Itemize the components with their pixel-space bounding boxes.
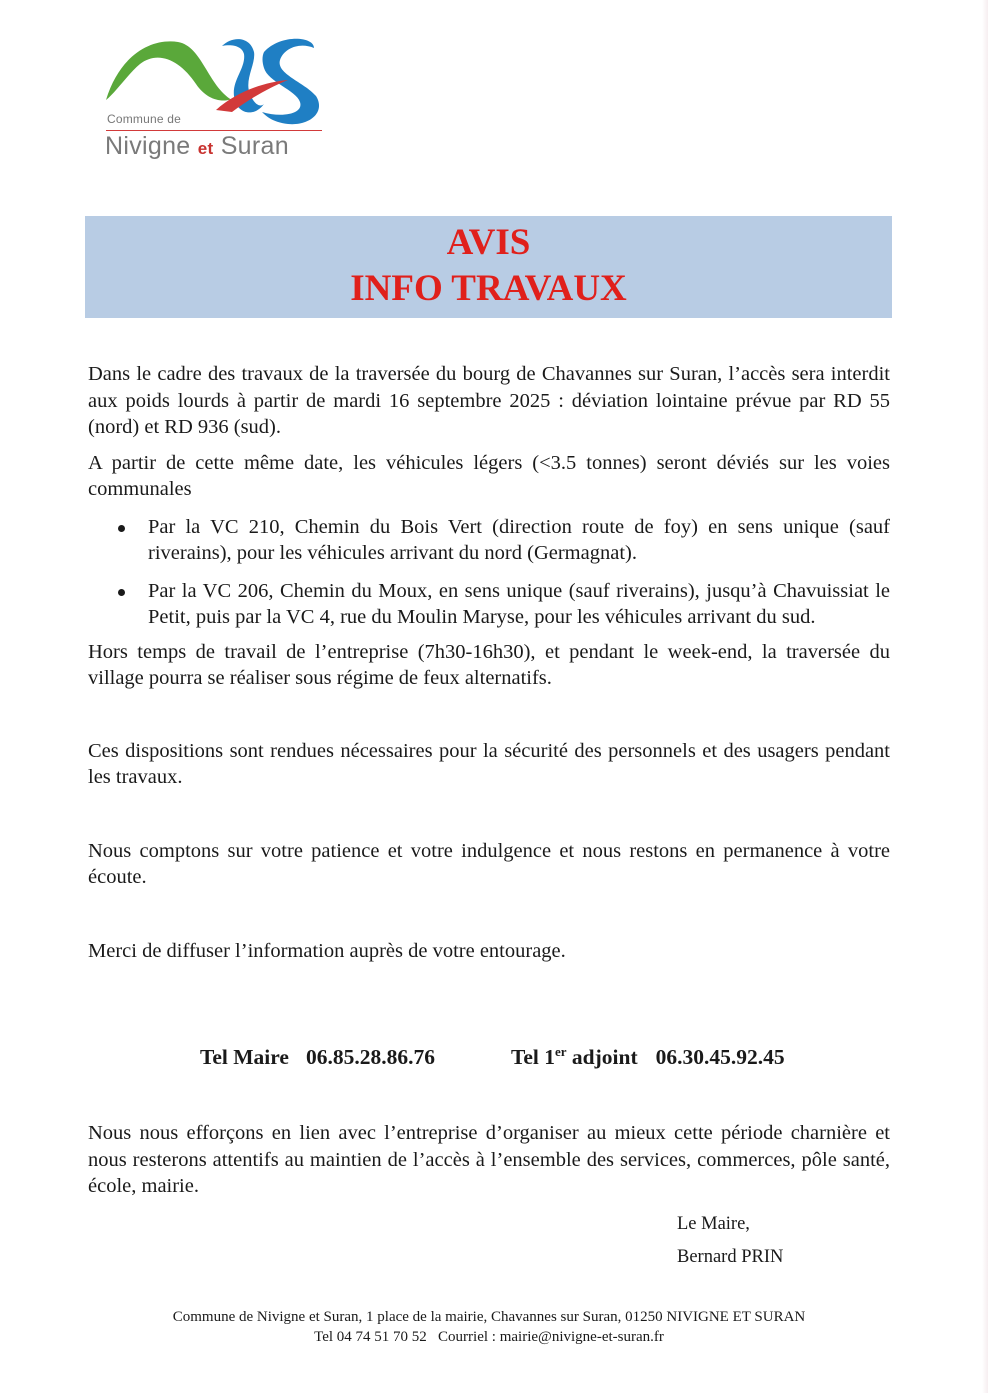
notice-body: [88, 361, 890, 964]
phone-adjoint-label-suffix: adjoint: [566, 1045, 638, 1069]
list-item: [88, 578, 890, 631]
banner-title-info-travaux: INFO TRAVAUX: [350, 268, 627, 309]
list-item-text: Par la VC 206, Chemin du Moux, en sens unique (sauf riverains), jusqu’à Chavuissiat le Petit, puis par la VC 4, rue du Moulin Maryse, pour les véhicules arrivant du sud.: [148, 579, 890, 628]
page-edge: [982, 0, 988, 1393]
logo-divider: [106, 130, 322, 131]
signature-title: Le Maire,: [677, 1214, 750, 1234]
detour-list: [88, 514, 890, 631]
logo-name: [105, 132, 289, 161]
paragraph-closing: Nous nous efforçons en lien avec l’entreprise d’organiser au mieux cette période charnière et nous resterons attentifs au maintien de l’accès à l’ensemble des services, commerces, pôle santé, école, mairie.: [88, 1122, 890, 1197]
signature-block: [677, 1208, 783, 1274]
phone-maire-label: Tel Maire: [200, 1045, 289, 1069]
footer-address: Commune de Nivigne et Suran, 1 place de la mairie, Chavannes sur Suran, 01250 NIVIGNE ET SURAN: [172, 1309, 806, 1325]
phone-maire-number: 06.85.28.86.76: [305, 1045, 435, 1069]
phone-adjoint-label-prefix: Tel 1: [510, 1045, 555, 1069]
paragraph-safety: Ces dispositions sont rendues nécessaires pour la sécurité des personnels et des usagers pendant les travaux.: [88, 739, 890, 788]
phone-adjoint-label-sup: er: [555, 1044, 567, 1059]
phone-adjoint-label: [511, 1044, 638, 1070]
logo-name-part1: Nivigne: [105, 132, 191, 160]
paragraph-patience: Nous comptons sur votre patience et votre indulgence et nous restons en permanence à votre écoute.: [88, 839, 890, 888]
commune-logo: [104, 34, 326, 169]
title-banner: [85, 216, 892, 318]
footer-contact: Tel 04 74 51 70 52 Courriel : mairie@nivigne-et-suran.fr: [314, 1329, 664, 1345]
paragraph-off-hours: Hors temps de travail de l’entreprise (7h30-16h30), et pendant le week-end, la traversée du village pourra se réaliser sous régime de feux alternatifs.: [88, 640, 890, 689]
phone-adjoint-number: 06.30.45.92.45: [655, 1045, 785, 1069]
paragraph-light-vehicles: A partir de cette même date, les véhicules légers (<3.5 tonnes) seront déviés sur les voies communales: [88, 451, 890, 500]
bullet-icon: [118, 525, 125, 532]
logo-name-et: et: [197, 139, 214, 158]
paragraph-intro: Dans le cadre des travaux de la traversée du bourg de Chavannes sur Suran, l’accès sera interdit aux poids lourds à partir de mardi 16 septembre 2025 : déviation lointaine prévue par RD 55 (nord) et RD 936 (sud).: [88, 363, 890, 438]
phone-contacts: [200, 1044, 785, 1070]
logo-name-part2: Suran: [220, 132, 289, 160]
page-footer: [88, 1307, 890, 1347]
list-item: [88, 514, 890, 567]
banner-title-avis: AVIS: [446, 222, 531, 263]
signature-name: Bernard PRIN: [677, 1247, 784, 1267]
logo-small-text: Commune de: [107, 112, 182, 126]
list-item-text: Par la VC 210, Chemin du Bois Vert (direction route de foy) en sens unique (sauf riverains), pour les véhicules arrivant du nord (Germagnat).: [148, 515, 890, 564]
paragraph-share: Merci de diffuser l’information auprès de votre entourage.: [88, 939, 566, 962]
bullet-icon: [118, 589, 125, 596]
